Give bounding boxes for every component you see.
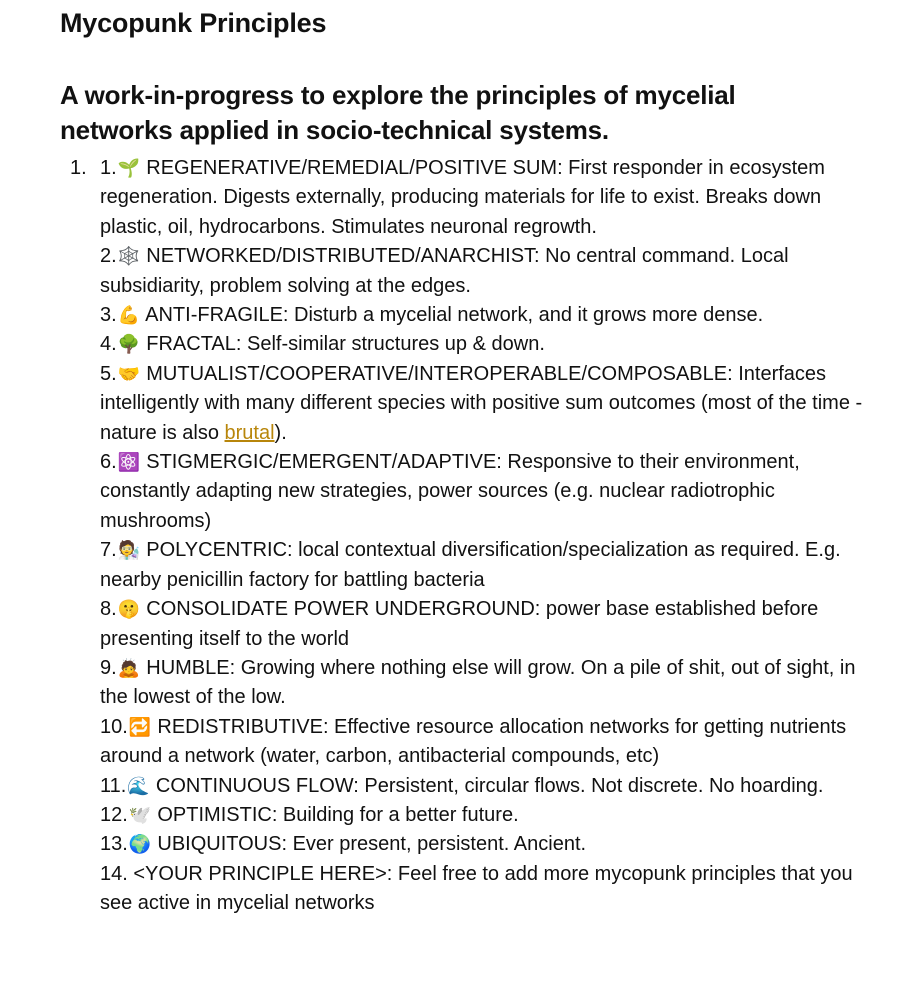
- principle-text: NETWORKED/DISTRIBUTED/ANARCHIST: No central command. Local subsidiarity, problem solving at the edges.: [100, 245, 789, 297]
- shushing-face-icon: 🤫: [117, 599, 140, 621]
- principle-number: 6.: [100, 451, 117, 474]
- scientist-icon: 🧑‍🔬: [117, 540, 140, 562]
- principle-text: REDISTRIBUTIVE: Effective resource allocation networks for getting nutrients around a network (water, carbon, antibacterial compounds, etc): [100, 715, 847, 768]
- principle-consolidate-power: [100, 595, 881, 654]
- principle-text: REGENERATIVE/REMEDIAL/POSITIVE SUM: First responder in ecosystem regeneration. Digests externally, producing materials for life to exist. Breaks down plastic, oil, hydrocarbons. Stimulates neuronal regrowth.: [100, 157, 825, 238]
- principle-number: 12.: [100, 803, 128, 826]
- principle-your-principle: [100, 860, 881, 919]
- principle-text: <YOUR PRINCIPLE HERE>: Feel free to add more mycopunk principles that you see active in mycelial networks: [100, 862, 853, 915]
- principle-fractal: [100, 330, 881, 359]
- principle-text: CONTINUOUS FLOW: Persistent, circular flows. Not discrete. No hoarding.: [150, 774, 824, 797]
- tree-icon: 🌳: [117, 334, 140, 356]
- principle-text: HUMBLE: Growing where nothing else will grow. On a pile of shit, out of sight, in the lowest of the low.: [100, 656, 856, 709]
- principle-text: STIGMERGIC/EMERGENT/ADAPTIVE: Responsive to their environment, constantly adapting new strategies, power sources (e.g. nuclear radiotrophic mushrooms): [100, 451, 800, 532]
- handshake-icon: 🤝: [117, 363, 140, 385]
- principle-text: MUTUALIST/COOPERATIVE/INTEROPERABLE/COMPOSABLE: Interfaces intelligently with many different species with positive sum outcomes (most of the time - nature is also: [100, 362, 863, 444]
- principle-mutualist: [100, 360, 881, 448]
- principle-number: 10.: [100, 715, 128, 738]
- principle-number: 7.: [100, 539, 117, 562]
- principle-text: UBIQUITOUS: Ever present, persistent. Ancient.: [151, 833, 587, 856]
- repeat-icon: 🔁: [128, 716, 152, 738]
- principle-number: 1.: [100, 157, 117, 179]
- principle-text: ANTI-FRAGILE: Disturb a mycelial network, and it grows more dense.: [140, 304, 764, 327]
- list-item: [60, 154, 881, 919]
- principle-regenerative: [100, 154, 881, 242]
- bowing-person-icon: 🙇: [117, 657, 140, 679]
- atom-icon: ⚛️: [117, 452, 140, 474]
- principle-text: POLYCENTRIC: local contextual diversification/specialization as required. E.g. nearby penicillin factory for battling bacteria: [100, 539, 841, 591]
- principle-anti-fragile: [100, 301, 881, 330]
- principle-ubiquitous: [100, 830, 881, 859]
- dove-icon: 🕊️: [128, 804, 152, 826]
- wave-icon: 🌊: [127, 775, 150, 797]
- principle-polycentric: [100, 536, 881, 595]
- principle-humble: [100, 654, 881, 713]
- page-subtitle: A work-in-progress to explore the principles of mycelial networks applied in socio-technical systems.: [60, 80, 736, 145]
- brutal-link[interactable]: brutal: [224, 421, 275, 444]
- principle-text: FRACTAL: Self-similar structures up & down.: [140, 333, 545, 356]
- principle-number: 3.: [100, 304, 117, 327]
- principle-number: 8.: [100, 598, 117, 621]
- page-title: Mycopunk Principles: [60, 8, 327, 38]
- flexed-biceps-icon: 💪: [117, 305, 140, 327]
- globe-icon: 🌍: [128, 834, 152, 856]
- principle-number: 14.: [100, 862, 128, 885]
- seedling-icon: 🌱: [117, 158, 140, 179]
- principle-redistributive: [100, 713, 881, 772]
- principle-text: CONSOLIDATE POWER UNDERGROUND: power base established before presenting itself to the world: [100, 598, 819, 650]
- list-marker: 1.: [70, 157, 87, 179]
- principle-number: 4.: [100, 333, 117, 356]
- principle-number: 5.: [100, 362, 117, 385]
- principle-text-end: ).: [274, 421, 287, 444]
- principle-number: 11.: [100, 774, 127, 797]
- principle-number: 13.: [100, 833, 128, 856]
- principle-text: OPTIMISTIC: Building for a better future.: [151, 803, 519, 826]
- principle-stigmergic: [100, 448, 881, 536]
- principle-number: 9.: [100, 656, 117, 679]
- spider-web-icon: 🕸️: [117, 246, 140, 268]
- principle-number: 2.: [100, 245, 117, 268]
- principle-continuous-flow: [100, 772, 881, 801]
- principles-list: [60, 154, 881, 919]
- principle-optimistic: [100, 801, 881, 830]
- principle-networked: [100, 242, 881, 301]
